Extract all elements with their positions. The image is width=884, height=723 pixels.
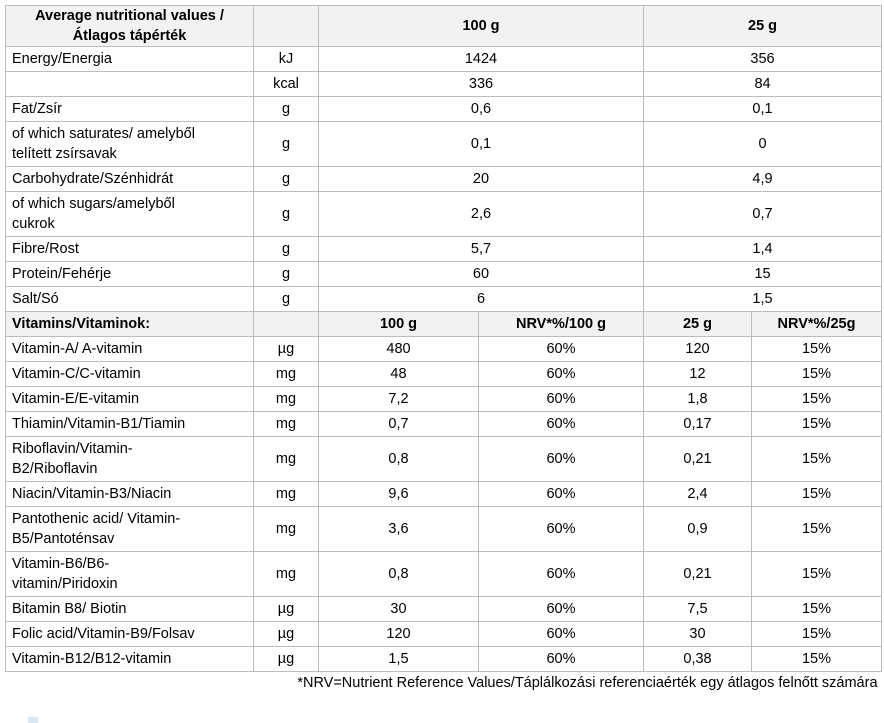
vitamin-name: Vitamin-B6/B6- vitamin/Piridoxin <box>6 552 254 597</box>
vitamin-value-100g: 0,8 <box>319 552 479 597</box>
nutrient-value-100g: 0,1 <box>319 122 644 167</box>
nutrient-name: of which saturates/ amelyből telített zsírsavak <box>6 122 254 167</box>
vitamin-name: Riboflavin/Vitamin- B2/Riboflavin <box>6 437 254 482</box>
vitamin-row-b8 <box>6 597 882 622</box>
vitamin-name: Vitamin-C/C-vitamin <box>6 362 254 387</box>
vitamin-name: Pantothenic acid/ Vitamin- B5/Pantoténsav <box>6 507 254 552</box>
vitamin-nrv-25g: 15% <box>752 337 882 362</box>
vitamin-nrv-25g: 15% <box>752 552 882 597</box>
vitamin-name: Thiamin/Vitamin-B1/Tiamin <box>6 412 254 437</box>
vitamin-value-100g: 9,6 <box>319 482 479 507</box>
vit-col-nrv25: NRV*%/25g <box>752 312 882 337</box>
vitamin-value-100g: 0,8 <box>319 437 479 482</box>
nutrient-value-100g: 5,7 <box>319 237 644 262</box>
nutrient-name <box>6 72 254 97</box>
nutrient-value-100g: 336 <box>319 72 644 97</box>
nutrient-name: Fibre/Rost <box>6 237 254 262</box>
vitamin-row-b5 <box>6 507 882 552</box>
nutrient-value-25g: 84 <box>644 72 882 97</box>
vitamin-nrv-25g: 15% <box>752 482 882 507</box>
nutrient-unit: g <box>254 262 319 287</box>
nutrient-value-100g: 1424 <box>319 47 644 72</box>
vitamin-nrv-100g: 60% <box>479 552 644 597</box>
vitamin-value-25g: 0,21 <box>644 552 752 597</box>
vitamin-row-b9 <box>6 622 882 647</box>
vitamin-value-100g: 1,5 <box>319 647 479 672</box>
vitamin-nrv-25g: 15% <box>752 412 882 437</box>
vitamin-nrv-25g: 15% <box>752 647 882 672</box>
nutrient-row-fibre <box>6 237 882 262</box>
unit-header <box>254 6 319 47</box>
vitamin-nrv-100g: 60% <box>479 507 644 552</box>
vitamin-value-100g: 30 <box>319 597 479 622</box>
vitamin-unit: mg <box>254 387 319 412</box>
nutrient-name: of which sugars/amelyből cukrok <box>6 192 254 237</box>
nutrient-unit: kJ <box>254 47 319 72</box>
nutrient-row-protein <box>6 262 882 287</box>
blue-edge-fragment <box>28 717 38 723</box>
col-header-100g: 100 g <box>319 6 644 47</box>
vit-col-nrv100: NRV*%/100 g <box>479 312 644 337</box>
nutrient-value-100g: 2,6 <box>319 192 644 237</box>
vitamin-unit: µg <box>254 647 319 672</box>
vitamin-nrv-100g: 60% <box>479 647 644 672</box>
vitamin-nrv-25g: 15% <box>752 437 882 482</box>
nutrient-unit: g <box>254 97 319 122</box>
nutrient-value-25g: 1,4 <box>644 237 882 262</box>
vitamin-nrv-100g: 60% <box>479 387 644 412</box>
vitamin-value-25g: 12 <box>644 362 752 387</box>
vitamins-header-row <box>6 312 882 337</box>
vitamin-value-25g: 7,5 <box>644 597 752 622</box>
vitamin-unit: mg <box>254 482 319 507</box>
footnote-row <box>6 672 882 695</box>
nutrient-value-25g: 15 <box>644 262 882 287</box>
nutrient-row-energy-kcal <box>6 72 882 97</box>
vitamin-row-b2 <box>6 437 882 482</box>
nutrient-value-25g: 0 <box>644 122 882 167</box>
nutrient-unit: g <box>254 192 319 237</box>
vitamin-name: Folic acid/Vitamin-B9/Folsav <box>6 622 254 647</box>
vitamin-row-c <box>6 362 882 387</box>
vitamin-row-b12 <box>6 647 882 672</box>
vitamin-nrv-25g: 15% <box>752 362 882 387</box>
footnote: *NRV=Nutrient Reference Values/Táplálkozási referenciaérték egy átlagos felnőtt számára <box>297 675 878 691</box>
nutrient-name: Energy/Energia <box>6 47 254 72</box>
table-title: Average nutritional values / Átlagos tápérték <box>6 6 254 47</box>
vitamin-nrv-100g: 60% <box>479 337 644 362</box>
vitamins-label: Vitamins/Vitaminok: <box>6 312 254 337</box>
nutrient-row-energy-kj <box>6 47 882 72</box>
nutrient-row-salt <box>6 287 882 312</box>
vitamin-value-100g: 7,2 <box>319 387 479 412</box>
vitamin-unit: µg <box>254 337 319 362</box>
vit-col-100g: 100 g <box>319 312 479 337</box>
vitamin-nrv-25g: 15% <box>752 387 882 412</box>
nutrient-name: Fat/Zsír <box>6 97 254 122</box>
vitamin-nrv-25g: 15% <box>752 507 882 552</box>
nutrient-value-100g: 60 <box>319 262 644 287</box>
vitamin-nrv-100g: 60% <box>479 482 644 507</box>
vitamin-nrv-100g: 60% <box>479 412 644 437</box>
vitamin-name: Bitamin B8/ Biotin <box>6 597 254 622</box>
nutrient-value-25g: 0,7 <box>644 192 882 237</box>
nutrient-unit: g <box>254 287 319 312</box>
vitamin-nrv-25g: 15% <box>752 597 882 622</box>
header-row <box>6 6 882 47</box>
vitamin-value-25g: 1,8 <box>644 387 752 412</box>
vitamin-value-25g: 2,4 <box>644 482 752 507</box>
vitamin-value-100g: 48 <box>319 362 479 387</box>
nutrient-name: Salt/Só <box>6 287 254 312</box>
vitamin-row-b6 <box>6 552 882 597</box>
vitamin-nrv-100g: 60% <box>479 362 644 387</box>
nutrient-value-25g: 4,9 <box>644 167 882 192</box>
nutrient-row-fat <box>6 97 882 122</box>
vitamin-name: Vitamin-B12/B12-vitamin <box>6 647 254 672</box>
nutrient-row-saturates <box>6 122 882 167</box>
vitamin-value-25g: 0,9 <box>644 507 752 552</box>
vit-col-25g: 25 g <box>644 312 752 337</box>
vitamin-value-100g: 120 <box>319 622 479 647</box>
nutrient-value-25g: 356 <box>644 47 882 72</box>
nutrient-name: Protein/Fehérje <box>6 262 254 287</box>
vitamin-unit: µg <box>254 597 319 622</box>
nutrient-value-25g: 1,5 <box>644 287 882 312</box>
col-header-25g: 25 g <box>644 6 882 47</box>
vitamin-value-25g: 30 <box>644 622 752 647</box>
vitamin-nrv-100g: 60% <box>479 437 644 482</box>
vitamin-value-25g: 0,38 <box>644 647 752 672</box>
nutrient-unit: kcal <box>254 72 319 97</box>
nutrient-value-100g: 0,6 <box>319 97 644 122</box>
vitamin-row-b1 <box>6 412 882 437</box>
vitamin-unit: mg <box>254 362 319 387</box>
vitamin-unit: µg <box>254 622 319 647</box>
vitamin-row-e <box>6 387 882 412</box>
vitamin-value-100g: 0,7 <box>319 412 479 437</box>
vitamin-nrv-25g: 15% <box>752 622 882 647</box>
vitamins-unit-header <box>254 312 319 337</box>
nutrient-unit: g <box>254 237 319 262</box>
vitamin-row-b3 <box>6 482 882 507</box>
vitamin-unit: mg <box>254 437 319 482</box>
nutrient-value-25g: 0,1 <box>644 97 882 122</box>
vitamin-unit: mg <box>254 552 319 597</box>
nutrient-value-100g: 6 <box>319 287 644 312</box>
vitamin-name: Vitamin-A/ A-vitamin <box>6 337 254 362</box>
nutrient-row-carbohydrate <box>6 167 882 192</box>
vitamin-nrv-100g: 60% <box>479 622 644 647</box>
vitamin-name: Niacin/Vitamin-B3/Niacin <box>6 482 254 507</box>
vitamin-unit: mg <box>254 507 319 552</box>
vitamin-value-100g: 480 <box>319 337 479 362</box>
nutrient-value-100g: 20 <box>319 167 644 192</box>
nutrient-name: Carbohydrate/Szénhidrát <box>6 167 254 192</box>
nutrient-unit: g <box>254 167 319 192</box>
vitamin-name: Vitamin-E/E-vitamin <box>6 387 254 412</box>
vitamin-value-25g: 0,17 <box>644 412 752 437</box>
vitamin-value-100g: 3,6 <box>319 507 479 552</box>
nutrient-row-sugars <box>6 192 882 237</box>
nutrient-unit: g <box>254 122 319 167</box>
vitamin-value-25g: 0,21 <box>644 437 752 482</box>
vitamin-nrv-100g: 60% <box>479 597 644 622</box>
vitamin-row-a <box>6 337 882 362</box>
vitamin-value-25g: 120 <box>644 337 752 362</box>
nutrition-table <box>5 5 882 694</box>
vitamin-unit: mg <box>254 412 319 437</box>
